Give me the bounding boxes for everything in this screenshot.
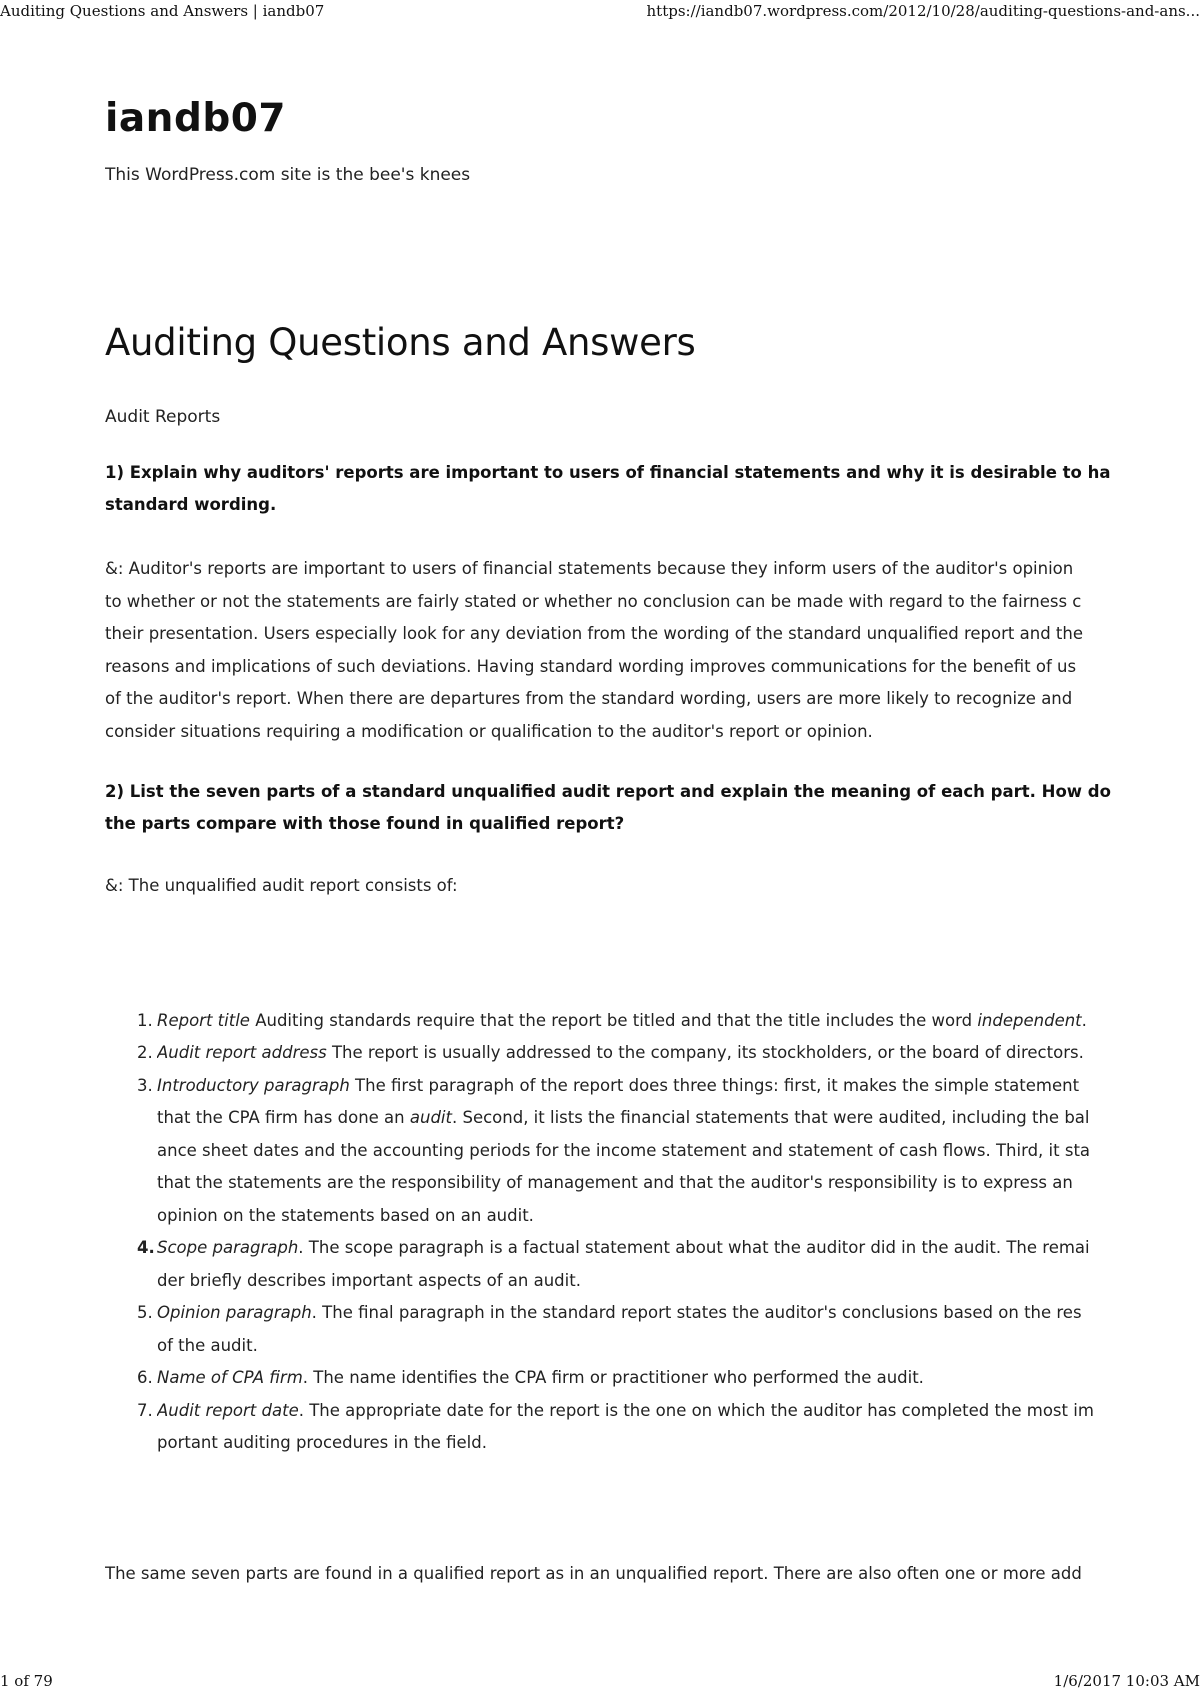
question-2 bbox=[105, 776, 1129, 840]
site-title[interactable]: iandb07 bbox=[105, 96, 287, 141]
list-item-text: that the CPA firm has done an bbox=[157, 1108, 410, 1127]
answer-1-line: to whether or not the statements are fairly stated or whether no conclusion can be made with regard to the fairness c bbox=[105, 591, 1082, 611]
list-item-text: The first paragraph of the report does three things: first, it makes the simple statement bbox=[349, 1075, 1080, 1095]
list-item-line: that the statements are the responsibility of management and that the auditor's responsibility is to express an bbox=[157, 1173, 1073, 1192]
answer-1 bbox=[105, 553, 1129, 748]
list-item-text: . Second, it lists the financial statements that were audited, including the bal bbox=[451, 1108, 1090, 1127]
list-item-line bbox=[157, 1037, 1129, 1070]
list-item-line: der briefly describes important aspects of an audit. bbox=[157, 1270, 581, 1290]
list-item-number: 7. bbox=[137, 1400, 153, 1420]
list-item-number: 5. bbox=[137, 1303, 153, 1322]
page-count: 1 of 79 bbox=[0, 1672, 53, 1690]
closing-paragraph bbox=[105, 1558, 1129, 1591]
answer-2-intro bbox=[105, 870, 1129, 903]
question-1-line-1: 1) Explain why auditors' reports are important to users of financial statements and why it is desirable to ha bbox=[105, 463, 1111, 482]
list-item-text: . The scope paragraph is a factual statement about what the auditor did in the audit. The remai bbox=[298, 1238, 1090, 1257]
list-item-italic-word: audit bbox=[409, 1108, 452, 1127]
list-item-line: ance sheet dates and the accounting periods for the income statement and statement of cash flows. Third, it sta bbox=[157, 1140, 1091, 1160]
list-item-text-end: . bbox=[1081, 1010, 1087, 1030]
answer-1-line: &: Auditor's reports are important to users of financial statements because they inform users of the auditor's opinion bbox=[105, 559, 1074, 578]
question-2-line-1: 2) List the seven parts of a standard unqualified audit report and explain the meaning of each part. How do bbox=[105, 782, 1111, 801]
list-item-line bbox=[157, 1362, 1129, 1395]
list-item-number: 3. bbox=[137, 1075, 153, 1095]
list-item-line bbox=[157, 1232, 1129, 1265]
list-item-term: Audit report address bbox=[157, 1043, 327, 1062]
list-item-line: opinion on the statements based on an audit. bbox=[157, 1205, 534, 1225]
list-item-number: 2. bbox=[137, 1043, 153, 1062]
print-footer bbox=[0, 1672, 1200, 1698]
list-item-term: Name of CPA firm bbox=[157, 1368, 303, 1387]
list-item-line bbox=[157, 1070, 1129, 1103]
print-page-title: Auditing Questions and Answers | iandb07 bbox=[0, 2, 325, 20]
question-2-line-2: the parts compare with those found in qualified report? bbox=[105, 814, 625, 833]
report-parts-list bbox=[105, 1005, 1129, 1460]
site-tagline: This WordPress.com site is the bee's knees bbox=[105, 165, 471, 185]
list-item-term: Report title bbox=[157, 1010, 250, 1030]
list-item-term: Introductory paragraph bbox=[157, 1075, 350, 1095]
list-item-number: 6. bbox=[137, 1368, 153, 1387]
print-datetime: 1/6/2017 10:03 AM bbox=[1053, 1672, 1200, 1690]
list-item-text: . The final paragraph in the standard report states the auditor's conclusions based on the res bbox=[311, 1303, 1082, 1322]
answer-1-line: of the auditor's report. When there are departures from the standard wording, users are more likely to recognize and bbox=[105, 689, 1073, 708]
answer-1-line: reasons and implications of such deviations. Having standard wording improves communications for the benefit of us bbox=[105, 656, 1077, 676]
list-item-line bbox=[157, 1005, 1129, 1038]
list-item-text: The report is usually addressed to the company, its stockholders, or the board of directors. bbox=[326, 1043, 1084, 1062]
answer-1-line: consider situations requiring a modification or qualification to the auditor's report or opinion. bbox=[105, 721, 873, 741]
answer-2-intro-text: &: The unqualified audit report consists of: bbox=[105, 876, 458, 895]
list-item-number: 4. bbox=[137, 1238, 155, 1257]
list-item bbox=[105, 1395, 1129, 1460]
list-item-line: of the audit. bbox=[157, 1335, 258, 1355]
list-item-text: . The appropriate date for the report is the one on which the auditor has completed the most im bbox=[298, 1400, 1094, 1420]
closing-line: The same seven parts are found in a qualified report as in an unqualified report. There are also often one or more add bbox=[105, 1563, 1082, 1583]
list-item bbox=[105, 1070, 1129, 1233]
list-item bbox=[105, 1037, 1129, 1070]
list-item-text: Auditing standards require that the report be titled and that the title includes the word bbox=[249, 1010, 978, 1030]
list-item bbox=[105, 1297, 1129, 1362]
question-1-line-2: standard wording. bbox=[105, 495, 277, 514]
post-title: Auditing Questions and Answers bbox=[105, 321, 696, 364]
list-item-term: Audit report date bbox=[157, 1400, 299, 1420]
question-1 bbox=[105, 457, 1129, 521]
page-content bbox=[105, 95, 1129, 1615]
list-item-line bbox=[157, 1297, 1129, 1330]
list-item-italic-word: independent bbox=[977, 1010, 1082, 1030]
list-item-term: Opinion paragraph bbox=[157, 1303, 312, 1322]
list-item-line bbox=[157, 1102, 1129, 1135]
list-item-line bbox=[157, 1395, 1129, 1428]
section-label: Audit Reports bbox=[105, 407, 221, 427]
list-item-term: Scope paragraph bbox=[157, 1238, 299, 1257]
list-item-text: . The name identifies the CPA firm or practitioner who performed the audit. bbox=[302, 1368, 924, 1387]
list-item bbox=[105, 1232, 1129, 1297]
print-url: https://iandb07.wordpress.com/2012/10/28/auditing-questions-and-ans... bbox=[646, 2, 1200, 20]
list-item-line: portant auditing procedures in the field. bbox=[157, 1433, 487, 1452]
list-item bbox=[105, 1005, 1129, 1038]
print-header bbox=[0, 0, 1200, 30]
list-item-number: 1. bbox=[137, 1010, 153, 1030]
list-item bbox=[105, 1362, 1129, 1395]
answer-1-line: their presentation. Users especially look for any deviation from the wording of the standard unqualified report and the bbox=[105, 624, 1083, 643]
